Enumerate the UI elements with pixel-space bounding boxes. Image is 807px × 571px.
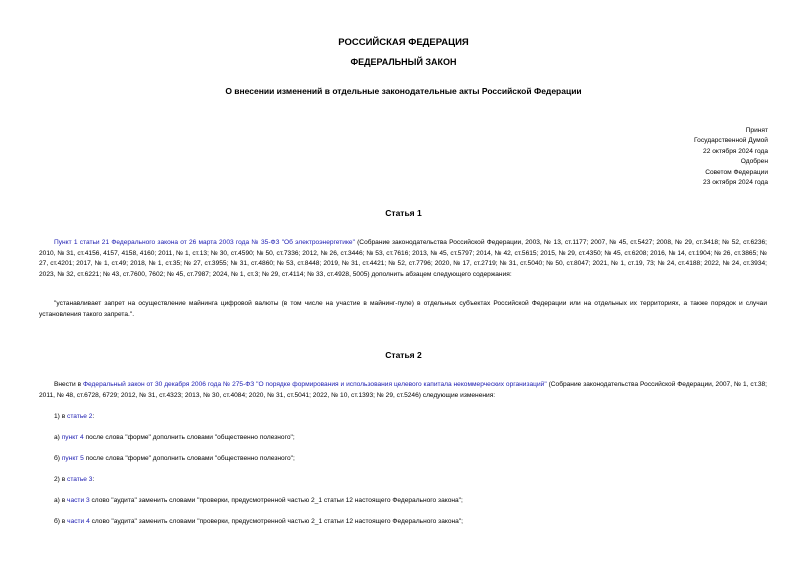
adoption-block <box>694 126 768 188</box>
list-item <box>54 476 94 483</box>
item-suffix: : <box>92 413 95 420</box>
list-item <box>54 455 295 462</box>
article-1-heading: Статья 1 <box>385 208 422 218</box>
item-suffix: : <box>92 476 95 483</box>
adoption-line: Принят <box>745 127 768 134</box>
item-suffix: слово "аудита" заменить словами "проверки, предусмотренной частью 2_1 статьи 12 настоящего Федерального закона"; <box>89 497 463 504</box>
item-prefix: а) в <box>54 497 68 504</box>
adoption-line: Государственной Думой <box>694 137 768 145</box>
item-prefix: а) <box>54 434 62 441</box>
link-point-4[interactable]: пункт 4 <box>61 434 84 441</box>
article-1-paragraph <box>39 238 767 280</box>
link-article-3[interactable]: статье 3 <box>67 476 93 483</box>
list-item <box>54 497 463 504</box>
law-link-endowment[interactable]: Федеральный закон от 30 декабря 2006 года № 275-ФЗ "О порядке формирования и использования целевого капитала некоммерческих организаций" <box>83 381 547 388</box>
list-item <box>54 434 295 441</box>
item-suffix: после слова "форме" дополнить словами "общественно полезного"; <box>83 434 295 441</box>
approval-line: Советом Федерации <box>705 168 768 176</box>
article-1-quote: "устанавливает запрет на осуществление майнинга цифровой валюты (в том числе на участие в майнинг-пуле) в отдельных субъектах Российской Федерации или на отдельных их территориях, а также порядок и случаи установления такого запрета.". <box>39 300 767 318</box>
article-2-intro-text: (Собрание законодательства Российской Федерации, 2007, № 1, ст.38; 2011, № 48, ст.6728, 6729; 2012, № 31, ст.4323; 2013, № 30, ст.4084; 2020, № 31, ст.5041; 2022, № 10, ст.1393; № 29, ст.5246) следующие изменения: <box>39 381 767 399</box>
adoption-date: 22 октября 2024 года <box>703 147 768 155</box>
approval-date: 23 октября 2024 года <box>703 179 768 187</box>
link-part-4[interactable]: части 4 <box>67 518 90 525</box>
link-article-2[interactable]: статье 2 <box>67 413 93 420</box>
law-link-electroenergetics[interactable]: Пункт 1 статьи 21 Федерального закона от 26 марта 2003 года № 35-ФЗ "Об электроэнергетике" <box>54 239 355 246</box>
approval-line: Одобрен <box>740 158 768 166</box>
item-suffix: после слова "форме" дополнить словами "общественно полезного"; <box>83 455 295 462</box>
item-prefix: 2) в <box>54 476 68 483</box>
item-suffix: слово "аудита" заменить словами "проверки, предусмотренной частью 2_1 статьи 12 настоящего Федерального закона"; <box>89 518 463 525</box>
link-point-5[interactable]: пункт 5 <box>61 455 84 462</box>
list-item <box>54 413 94 420</box>
list-item <box>54 518 463 525</box>
item-prefix: б) в <box>54 518 68 525</box>
link-part-3[interactable]: части 3 <box>67 497 90 504</box>
item-prefix: 1) в <box>54 413 68 420</box>
article-1-text: (Собрание законодательства Российской Федерации, 2003, № 13, ст.1177; 2007, № 45, ст.5427; 2008, № 29, ст.3418; № 52, ст.6236; 2010, № 31, ст.4156, 4157, 4158, 4160; 2011, № 1, ст.13; № 30, ст.4590; № 50, ст.7336; 2012, № 26, ст.3446; № 53, ст.7616; 2013, № 45, ст.5797; 2014, № 42, ст.5615; 2015, № 29, ст.4350; № 45, ст.6208; 2016, № 14, ст.1904; № 26, ст.3865; № 27, ст.4201; 2017, № 1, ст.49; 2018, № 1, ст.35; № 27, ст.3955; № 31, ст.4860; № 53, ст.8448; 2019, № 31, ст.4421; № 52, ст.7796; 2020, № 17, ст.2719; № 31, ст.5040; № 50, ст.8047; 2021, № 1, ст.19, 73; № 24, ст.4188; 2022, № 24, ст.3934; 2023, № 32, ст.6221; № 43, ст.7600, 7602; № 45, ст.7987; 2024, № 1, ст.3; № 29, ст.4114; № 33, ст.4928, 5005) дополнить абзацем следующего содержания: <box>39 239 767 278</box>
law-title: О внесении изменений в отдельные законодательные акты Российской Федерации <box>225 86 582 96</box>
item-prefix: б) <box>54 455 62 462</box>
intro-prefix: Внести в <box>54 381 84 388</box>
article-2-heading: Статья 2 <box>385 350 422 360</box>
doc-type-heading: ФЕДЕРАЛЬНЫЙ ЗАКОН <box>350 57 457 67</box>
article-2-intro <box>39 380 767 401</box>
country-heading: РОССИЙСКАЯ ФЕДЕРАЦИЯ <box>338 37 469 48</box>
